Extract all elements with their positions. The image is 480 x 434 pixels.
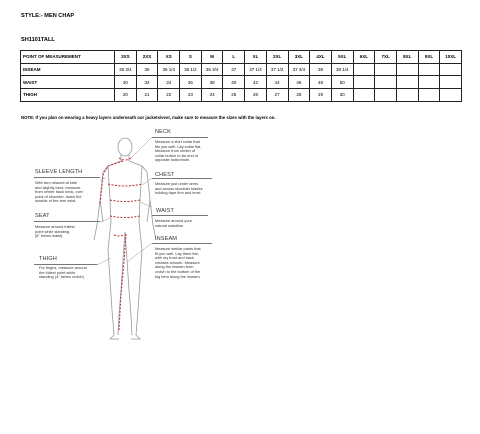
neck-rule	[152, 137, 208, 138]
chest-label: CHEST	[155, 172, 175, 178]
waist-label: WAIST	[156, 208, 175, 214]
table-cell: 29	[310, 89, 332, 102]
header-cell: XL	[245, 51, 267, 64]
header-cell: POINT OF MEASUREMENT	[21, 51, 115, 64]
table-cell: 46	[288, 76, 310, 89]
header-cell: 3XL	[288, 51, 310, 64]
table-cell: 23	[180, 89, 202, 102]
table-cell: 38	[310, 63, 332, 76]
header-cell: 8XL	[396, 51, 418, 64]
table-cell: 20	[115, 89, 137, 102]
table-cell: 35 3/4	[115, 63, 137, 76]
header-cell: 5XL	[331, 51, 353, 64]
row-label: WAIST	[21, 76, 115, 89]
table-cell: 50	[331, 76, 353, 89]
seat-label: SEAT	[35, 213, 50, 219]
table-cell: 36 1/4	[158, 63, 180, 76]
chest-rule	[152, 178, 212, 179]
table-cell: 48	[310, 76, 332, 89]
table-cell: 21	[136, 89, 158, 102]
thigh-label: THIGH	[39, 256, 57, 262]
table-cell: 22	[158, 89, 180, 102]
table-cell: 40	[223, 76, 245, 89]
table-cell: 37 1/2	[266, 63, 288, 76]
table-cell: 36 1/2	[180, 63, 202, 76]
sleeve-length-description: With arm relaxed at side and slightly bent, measure from center back neck, over point of shoulder, down the outside of the arm wrist.	[35, 180, 84, 204]
table-cell: 30	[115, 76, 137, 89]
table-cell: 42	[245, 76, 267, 89]
header-cell: 2XL	[266, 51, 288, 64]
header-cell: 7XL	[375, 51, 397, 64]
table-cell: 30	[331, 89, 353, 102]
header-cell: L	[223, 51, 245, 64]
header-cell: 2XS	[136, 51, 158, 64]
table-cell: 27	[266, 89, 288, 102]
table-cell: 36	[180, 76, 202, 89]
header-cell: 9XL	[418, 51, 440, 64]
waist-rule	[152, 215, 208, 216]
sleeve-rule	[34, 177, 100, 178]
neck-label: NECK	[155, 129, 171, 135]
table-cell: 34	[158, 76, 180, 89]
sleeve-length-label: SLEEVE LENGTH	[35, 169, 83, 175]
figure-outline	[94, 138, 156, 339]
seat-rule	[34, 221, 100, 222]
header-cell: 3XS	[115, 51, 137, 64]
inseam-description: Measure similar pants that fit you well. Lay them flat, with my front and back creases smooth. Measure along the inseam from crotch to the bottom of the big hem along the inseam.	[155, 246, 201, 279]
table-cell: 36	[136, 63, 158, 76]
header-cell: 4XL	[310, 51, 332, 64]
inseam-rule	[152, 243, 212, 244]
chest-description: Measure just under arms and across shoulder blades holding tape firm and level.	[155, 181, 203, 196]
table-cell: 25	[223, 89, 245, 102]
header-cell: XS	[158, 51, 180, 64]
inseam-label: INSEAM	[155, 236, 178, 242]
header-cell: S	[180, 51, 202, 64]
measurement-lines	[100, 158, 142, 330]
thigh-description: For thighs, measure around the fullest point while standing (4" below crotch)	[39, 265, 87, 280]
layering-note: NOTE: If you plan on wearing a heavy layers underneath our jackets/vest, make sure to measure the sizes with the layers on.	[21, 115, 276, 120]
seat-description: Measure around fullest point while standing. (8" below waist).	[35, 224, 75, 239]
table-cell: 37	[223, 63, 245, 76]
table-cell: 37 1/4	[245, 63, 267, 76]
header-cell: M	[201, 51, 223, 64]
waist-description: Measure around your natural waistline.	[155, 218, 192, 228]
header-cell: 6XL	[353, 51, 375, 64]
header-cell: 10XL	[440, 51, 462, 64]
table-cell: 37 3/4	[288, 63, 310, 76]
table-cell: 24	[201, 89, 223, 102]
table-cell: 36 3/4	[201, 63, 223, 76]
neck-description: Measure a shirt collar that fits you well. Lay collar flat. Measure from center of collar button to far end of opposite buttonhole.	[155, 139, 202, 163]
row-label: THIGH	[21, 89, 115, 102]
style-title: STYLE:- MEN CHAP	[21, 13, 75, 19]
table-cell: 44	[266, 76, 288, 89]
table-cell: 26	[245, 89, 267, 102]
style-code: SH1101TALL	[21, 37, 55, 43]
table-cell: 38	[201, 76, 223, 89]
table-cell: 32	[136, 76, 158, 89]
row-label: INSEAM	[21, 63, 115, 76]
table-cell: 28	[288, 89, 310, 102]
table-cell: 38 1/4	[331, 63, 353, 76]
